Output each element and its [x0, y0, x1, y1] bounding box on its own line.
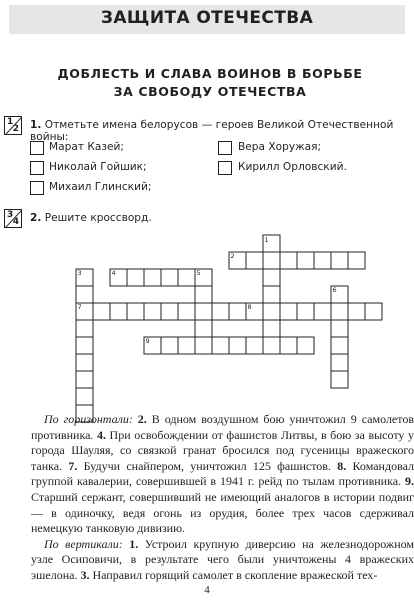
vertical-clues: По вертикали: 1. Устроил крупную диверсию на железнодорожном узле Осиповичи, в результате чего были уничтожены 4 вражеских эшелона. 3. Направил горящий самолет в скопление вражеской тех-: [31, 536, 414, 582]
crossword-cell[interactable]: [178, 303, 195, 320]
crossword-cell[interactable]: [246, 337, 263, 354]
crossword-cell[interactable]: [365, 303, 382, 320]
crossword-cell[interactable]: [144, 303, 161, 320]
option-label-5: Михаил Глинский;: [49, 181, 152, 193]
crossword-cell[interactable]: [297, 337, 314, 354]
crossword-cell[interactable]: [331, 320, 348, 337]
crossword-cell[interactable]: [280, 252, 297, 269]
task-2-prompt: 2. Решите кроссворд.: [30, 212, 152, 224]
crossword-cell[interactable]: [195, 320, 212, 337]
crossword-cell[interactable]: [127, 303, 144, 320]
option-label-1: Марат Казей;: [49, 141, 125, 153]
crossword-cell[interactable]: [212, 337, 229, 354]
crossword-cell[interactable]: [297, 303, 314, 320]
crossword-cell[interactable]: [161, 303, 178, 320]
crossword-clues: [31, 412, 414, 584]
crossword-cell[interactable]: [178, 337, 195, 354]
crossword-cell[interactable]: [195, 337, 212, 354]
clue-number: 4: [111, 269, 116, 277]
crossword-cell[interactable]: [229, 337, 246, 354]
crossword-cell[interactable]: [212, 303, 229, 320]
clue-number: 6: [332, 286, 337, 294]
option-label-4: Кирилл Орловский.: [238, 161, 347, 173]
crossword-cell[interactable]: [195, 286, 212, 303]
crossword-cell[interactable]: [348, 252, 365, 269]
crossword-cell[interactable]: [314, 303, 331, 320]
crossword-cell[interactable]: [161, 337, 178, 354]
crossword-cell[interactable]: [127, 269, 144, 286]
clue-number: 9: [145, 337, 150, 345]
crossword-cell[interactable]: [144, 269, 161, 286]
crossword-cell[interactable]: [263, 337, 280, 354]
crossword-cell[interactable]: [331, 371, 348, 388]
crossword-cell[interactable]: [331, 337, 348, 354]
crossword-cell[interactable]: [76, 286, 93, 303]
crossword-cell[interactable]: [280, 337, 297, 354]
crossword-cell[interactable]: [229, 303, 246, 320]
crossword-cell[interactable]: [314, 252, 331, 269]
clue-number: 1: [264, 236, 269, 244]
crossword-cell[interactable]: [246, 252, 263, 269]
crossword-cell[interactable]: [76, 371, 93, 388]
crossword-cell[interactable]: [263, 269, 280, 286]
crossword-cell[interactable]: [348, 303, 365, 320]
crossword-cell[interactable]: [263, 320, 280, 337]
difficulty-badge-2: 3 4: [4, 209, 22, 228]
clue-number: 7: [77, 303, 82, 311]
clue-number: 3: [77, 269, 82, 277]
crossword-cell[interactable]: [110, 303, 127, 320]
crossword-cell[interactable]: [297, 252, 314, 269]
page-number: 4: [204, 584, 210, 596]
crossword-cell[interactable]: [331, 354, 348, 371]
crossword-cell[interactable]: [195, 303, 212, 320]
crossword-cell[interactable]: [331, 252, 348, 269]
crossword-cell[interactable]: [280, 303, 297, 320]
crossword-cell[interactable]: [263, 252, 280, 269]
task-1-prompt: 1. Отметьте имена белорусов — героев Великой Отечественной войны:: [30, 119, 394, 143]
crossword-cell[interactable]: [263, 303, 280, 320]
crossword-cell[interactable]: [161, 269, 178, 286]
option-label-3: Николай Гойшик;: [49, 161, 147, 173]
crossword-cell[interactable]: [178, 269, 195, 286]
crossword-cell[interactable]: [76, 337, 93, 354]
option-label-2: Вера Хоружая;: [238, 141, 322, 153]
horizontal-clues: По горизонтали: 2. В одном воздушном бою уничтожил 9 самолетов противника. 4. При освобождении от фашистов Литвы, в бою за высоту у города Шауляя, со связкой гранат бросился под гусеницы вражеского танка. 7. Будучи снайпером, уничтожил 125 фашистов. 8. Командовал группой кавалерии, совершившей в 1941 г. рейд по тылам противника. 9. Старший сержант, совершивший не имеющий аналогов в истории подвиг — в одиночку, ведя огонь из орудия, более трех часов сдерживал немецкую танковую дивизию.: [31, 412, 414, 536]
difficulty-badge-1: 1 2: [4, 116, 22, 135]
crossword-cell[interactable]: [76, 354, 93, 371]
topic-title-line-1: ДОБЛЕСТЬ И СЛАВА ВОИНОВ В БОРЬБЕ: [57, 66, 363, 81]
crossword-cell[interactable]: [93, 303, 110, 320]
crossword-cell[interactable]: [76, 320, 93, 337]
clue-number: 8: [247, 303, 252, 311]
crossword-cell[interactable]: [76, 388, 93, 405]
clue-number: 5: [196, 269, 201, 277]
clue-number: 2: [230, 252, 235, 260]
section-title: ЗАЩИТА ОТЕЧЕСТВА: [100, 8, 314, 28]
topic-title-line-2: ЗА СВОБОДУ ОТЕЧЕСТВА: [113, 84, 307, 99]
crossword-cell[interactable]: [331, 303, 348, 320]
crossword-cell[interactable]: [263, 286, 280, 303]
